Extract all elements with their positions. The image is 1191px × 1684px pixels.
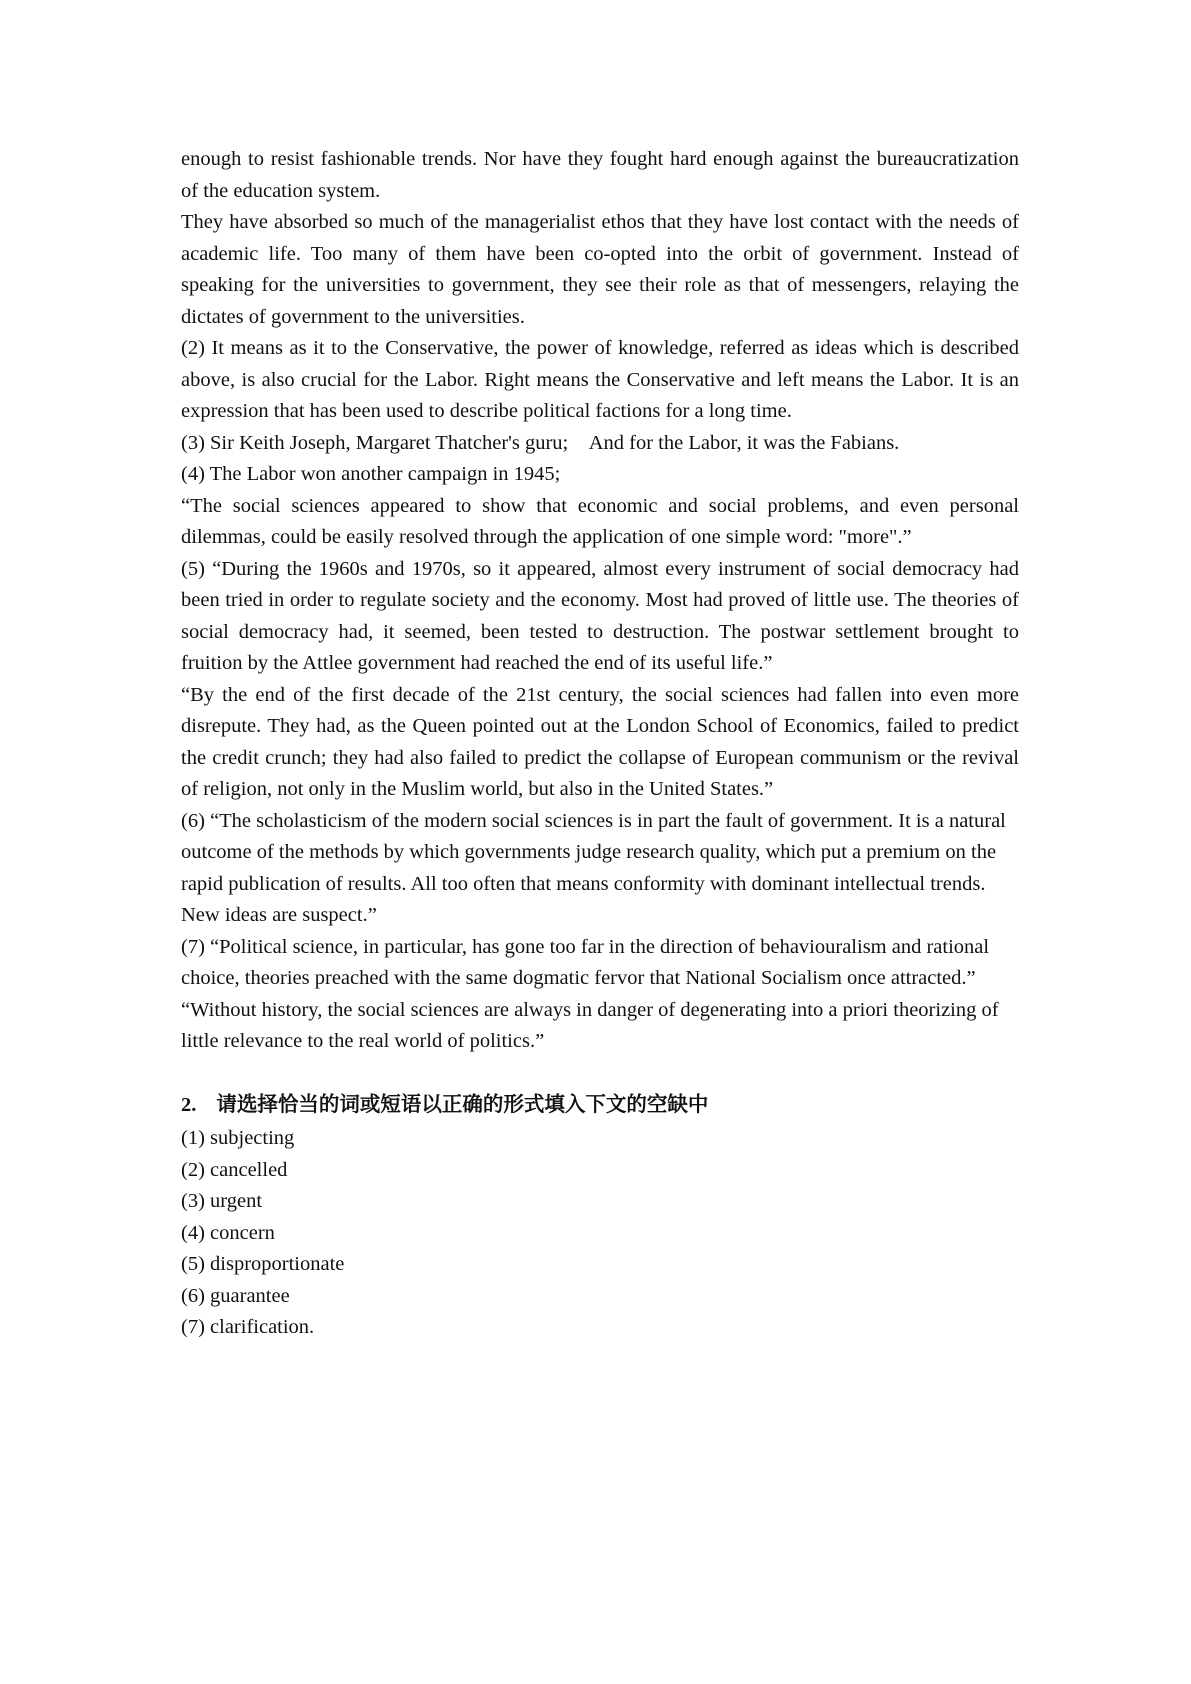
answer-item: (2) cancelled — [181, 1158, 288, 1181]
answer-item: (5) disproportionate — [181, 1253, 345, 1275]
answer-item: (7) clarification. — [181, 1316, 315, 1338]
section-title: 请选择恰当的词或短语以正确的形式填入下文的空缺中 — [216, 1091, 709, 1116]
paragraph: “By the end of the first decade of the 21st century, the social sciences had fallen into even more disrepute. They had, as the Queen pointed out at the London School of Economics, failed to predict the credit crunch; they had also failed to predict the collapse of European communism or the revival of religion, not only in the Muslim world, but also in the United States.” — [181, 683, 1019, 800]
paragraph: (2) It means as it to the Conservative, the power of knowledge, referred as ideas which is described above, is also crucial for the Labor. Right means the Conservative and left means the Labor. It is an expression that has been used to describe political factions for a long time. — [181, 337, 1019, 422]
paragraph: (3) Sir Keith Joseph, Margaret Thatcher's guru; And for the Labor, it was the Fabians. — [181, 431, 900, 454]
paragraph: “The social sciences appeared to show that economic and social problems, and even personal dilemmas, could be easily resolved through the application of one simple word: "more".” — [181, 494, 1019, 548]
section-heading — [181, 1089, 1019, 1122]
paragraph: (5) “During the 1960s and 1970s, so it appeared, almost every instrument of social democracy had been tried in order to regulate society and the economy. Most had proved of little use. The theories of social democracy had, it seemed, been tested to destruction. The postwar settlement brought to fruition by the Attlee government had reached the end of its useful life.” — [181, 557, 1019, 674]
paragraph: (7) “Political science, in particular, has gone too far in the direction of behaviouralism and rational choice, theories preached with the same dogmatic fervor that National Socialism once attracted.” — [181, 935, 990, 989]
section-number: 2. — [181, 1093, 197, 1116]
paragraph: (6) “The scholasticism of the modern social sciences is in part the fault of government. It is a natural outcome of the methods by which governments judge research quality, which put a premium on the rapid publication of results. All too often that means conformity with dominant intellectual trends. New ideas are suspect.” — [181, 809, 1006, 926]
section-spacer — [181, 1058, 1019, 1089]
paragraph: “Without history, the social sciences are always in danger of degenerating into a priori theorizing of little relevance to the real world of politics.” — [181, 998, 999, 1052]
paragraph: (4) The Labor won another campaign in 1945; — [181, 463, 561, 485]
answer-item: (1) subjecting — [181, 1127, 295, 1149]
paragraph: They have absorbed so much of the managerialist ethos that they have lost contact with the needs of academic life. Too many of them have been co-opted into the orbit of government. Instead of speaking for the universities to government, they see their role as that of messengers, relaying the dictates of government to the universities. — [181, 211, 1019, 328]
document-page — [181, 144, 1019, 1344]
answer-list — [181, 1123, 1019, 1344]
answer-item: (4) concern — [181, 1221, 275, 1244]
answer-item: (6) guarantee — [181, 1284, 290, 1307]
paragraph: enough to resist fashionable trends. Nor have they fought hard enough against the bureaucratization of the education system. — [181, 148, 1019, 202]
answer-item: (3) urgent — [181, 1190, 263, 1212]
